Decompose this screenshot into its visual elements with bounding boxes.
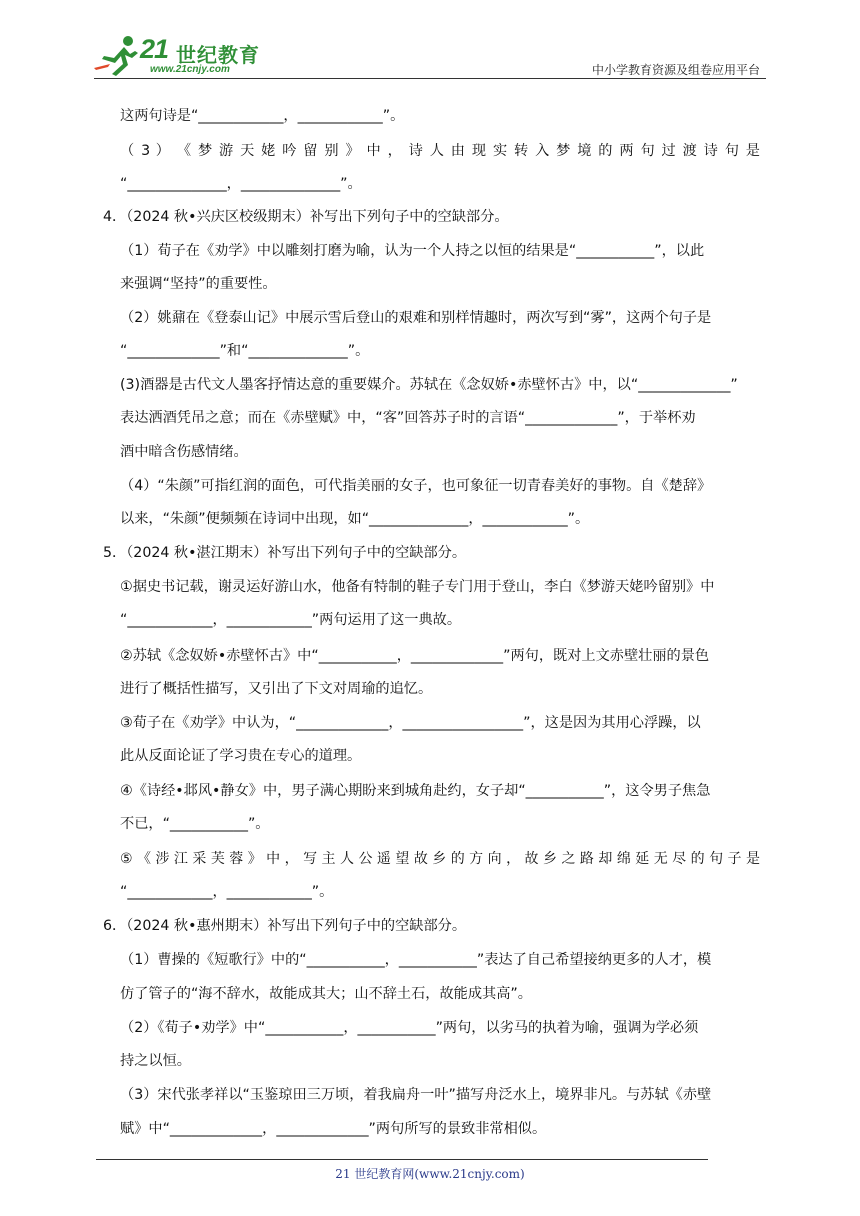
text-line: （4）“朱颜”可指红润的面色，可代指美丽的女子，也可象征一切青春美好的事物。自《楚辞》: [120, 478, 712, 494]
text-line: 表达洒酒凭吊之意；而在《赤壁赋》中，“客”回答苏子时的言语“_____________”，于举杯劝: [120, 410, 696, 426]
text-line: 持之以恒。: [120, 1053, 191, 1069]
text-line: 这两句诗是“____________，____________”。: [120, 108, 405, 124]
logo-url: www.21cnjy.com: [150, 64, 230, 75]
text-line: 来强调“坚持”的重要性。: [120, 276, 277, 292]
logo-number: 21: [140, 34, 169, 64]
logo-title: 世纪教育: [176, 43, 260, 67]
question-heading: 4．（2024 秋•兴庆区校级期末）补写出下列句子中的空缺部分。: [103, 209, 509, 225]
text-line: ③荀子在《劝学》中认为，“_____________，_________________”，这是因为其用心浮躁，以: [120, 715, 701, 731]
site-logo: [94, 34, 264, 78]
text-line: 赋》中“_____________，_____________”两句所写的景致非常相似。: [120, 1121, 547, 1137]
platform-label: 中小学教育资源及组卷应用平台: [591, 63, 760, 77]
footer-divider: [96, 1159, 708, 1160]
header-divider: [94, 78, 766, 79]
runner-logo-icon: [94, 34, 146, 78]
page-header: [94, 34, 766, 80]
text-line: 此从反面论证了学习贵在专心的道理。: [120, 748, 362, 764]
text-line: (3)酒器是古代文人墨客抒情达意的重要媒介。苏轼在《念奴娇•赤壁怀古》中，以“_____________”: [120, 377, 738, 393]
text-line: 仿了管子的“海不辞水，故能成其大；山不辞土石，故能成其高”。: [120, 986, 532, 1002]
text-line: 酒中暗含伤感情绪。: [120, 444, 248, 460]
text-line: 以来，“朱颜”便频频在诗词中出现，如“______________，____________”。: [120, 511, 590, 527]
text-line: “____________，____________”。: [120, 884, 334, 900]
text-line: “_____________”和“______________”。: [120, 343, 370, 359]
text-line: 进行了概括性描写，又引出了下文对周瑜的追忆。: [120, 681, 433, 697]
text-line: （3）宋代张孝祥以“玉鉴琼田三万顷，着我扁舟一叶”描写舟泛水上，境界非凡。与苏轼《赤壁: [120, 1087, 712, 1103]
text-line: ④《诗经•邶风•静女》中，男子满心期盼来到城角赴约，女子却“___________”，这令男子焦急: [120, 783, 711, 799]
text-line: 不已，“___________”。: [120, 816, 270, 832]
text-line: “____________，____________”两句运用了这一典故。: [120, 612, 462, 628]
text-line: ②苏轼《念奴娇•赤壁怀古》中“___________，_____________”两句，既对上文赤壁壮丽的景色: [120, 648, 710, 664]
text-line: （1）曹操的《短歌行》中的“___________，___________”表达了自己希望接纳更多的人才，模: [120, 952, 712, 968]
text-line: （2）姚鼐在《登泰山记》中展示雪后登山的艰难和别样情趣时，两次写到“雾”，这两个句子是: [120, 310, 712, 326]
text-line: （1）荀子在《劝学》中以雕刻打磨为喻，认为一个人持之以恒的结果是“___________”，以此: [120, 243, 705, 259]
text-line: ①据史书记载，谢灵运好游山水，他备有特制的鞋子专门用于登山，李白《梦游天姥吟留别》中: [120, 579, 715, 595]
question-heading: 5．（2024 秋•湛江期末）补写出下列句子中的空缺部分。: [103, 545, 467, 561]
footer-link[interactable]: 21 世纪教育网(www.21cnjy.com): [335, 1167, 525, 1181]
text-line: ⑤ 《 涉 江 采 芙 蓉 》 中 ， 写 主 人 公 遥 望 故 乡 的 方 向 ， 故 乡 之 路 却 绵 延 无 尽 的 句 子 是: [120, 851, 760, 867]
text-line: （ 3 ） 《 梦 游 天 姥 吟 留 别 》 中 ， 诗 人 由 现 实 转 入 梦 境 的 两 句 过 渡 诗 句 是: [120, 143, 760, 159]
question-heading: 6．（2024 秋•惠州期末）补写出下列句子中的空缺部分。: [103, 918, 467, 934]
text-line: “______________，______________”。: [120, 176, 362, 192]
text-line: （2）《荀子•劝学》中“___________，___________”两句，以劣马的执着为喻，强调为学必须: [120, 1020, 699, 1036]
